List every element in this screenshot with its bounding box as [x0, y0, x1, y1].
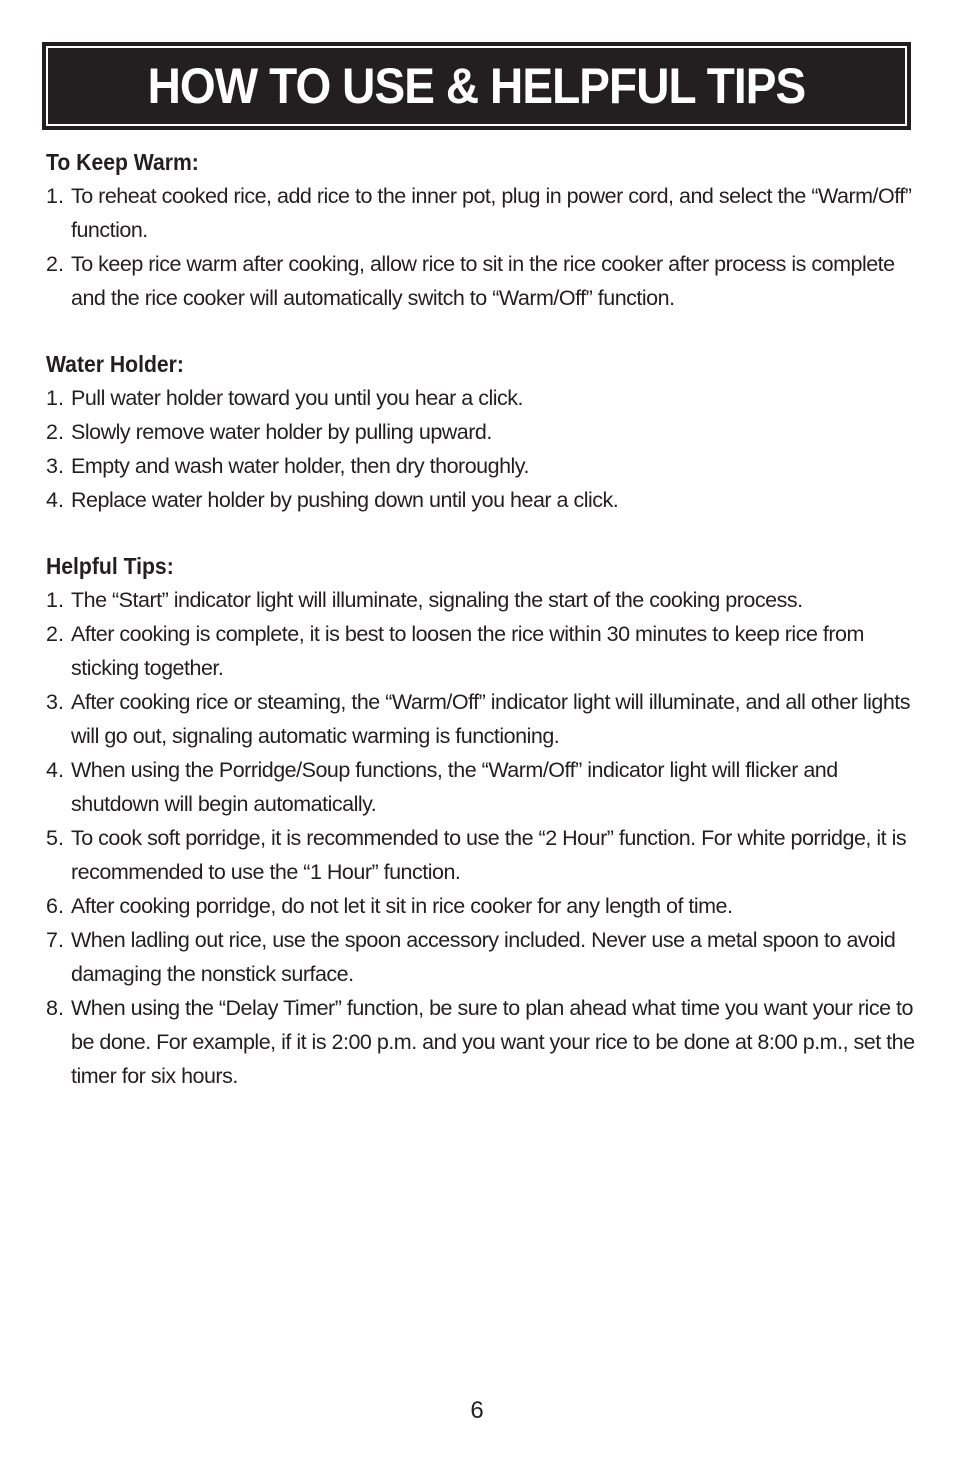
list-item [46, 381, 916, 415]
item-text: When ladling out rice, use the spoon accessory included. Never use a metal spoon to avoid damaging the nonstick surface. [71, 928, 896, 986]
page-title: HOW TO USE & HELPFUL TIPS [147, 58, 806, 114]
item-number: 4. [46, 488, 64, 512]
list-item [46, 685, 916, 753]
section-keep-warm [46, 145, 916, 315]
list-item [46, 991, 916, 1093]
list-item [46, 923, 916, 991]
page-number: 6 [470, 1397, 484, 1424]
item-text: To cook soft porridge, it is recommended to use the “2 Hour” function. For white porridge, it is recommended to use the “1 Hour” function. [71, 826, 907, 884]
item-text: After cooking rice or steaming, the “Warm/Off” indicator light will illuminate, and all other lights will go out, signaling automatic warming is functioning. [71, 690, 911, 748]
item-text: After cooking porridge, do not let it sit in rice cooker for any length of time. [71, 894, 733, 918]
section-heading: Helpful Tips: [46, 553, 174, 579]
item-number: 8. [46, 996, 64, 1020]
list-item [46, 821, 916, 889]
item-list [46, 583, 916, 1093]
list-item [46, 753, 916, 821]
item-number: 4. [46, 758, 64, 782]
item-text: Empty and wash water holder, then dry thoroughly. [71, 454, 529, 478]
item-number: 7. [46, 928, 64, 952]
item-text: When using the “Delay Timer” function, be sure to plan ahead what time you want your rice to be done. For example, if it is 2:00 p.m. and you want your rice to be done at 8:00 p.m., set the timer for six hours. [71, 996, 915, 1088]
list-item [46, 483, 916, 517]
item-number: 3. [46, 454, 64, 478]
item-text: Replace water holder by pushing down until you hear a click. [71, 488, 619, 512]
section-heading: Water Holder: [46, 351, 184, 377]
item-text: To reheat cooked rice, add rice to the inner pot, plug in power cord, and select the “Warm/Off” function. [71, 184, 912, 242]
section-water-holder [46, 347, 916, 517]
item-text: Pull water holder toward you until you hear a click. [71, 386, 524, 410]
title-banner [42, 42, 911, 130]
list-item [46, 415, 916, 449]
content [46, 145, 916, 1125]
list-item [46, 247, 916, 315]
section-heading: To Keep Warm: [46, 149, 199, 175]
item-number: 1. [46, 386, 64, 410]
item-number: 6. [46, 894, 64, 918]
item-text: Slowly remove water holder by pulling upward. [71, 420, 492, 444]
item-number: 2. [46, 622, 64, 646]
list-item [46, 889, 916, 923]
item-text: The “Start” indicator light will illuminate, signaling the start of the cooking process. [71, 588, 803, 612]
item-number: 3. [46, 690, 64, 714]
list-item [46, 617, 916, 685]
item-number: 1. [46, 184, 64, 208]
list-item [46, 179, 916, 247]
item-number: 2. [46, 252, 64, 276]
item-number: 1. [46, 588, 64, 612]
item-text: To keep rice warm after cooking, allow rice to sit in the rice cooker after process is complete and the rice cooker will automatically switch to “Warm/Off” function. [71, 252, 895, 310]
title-frame [46, 46, 907, 126]
section-helpful-tips [46, 549, 916, 1093]
item-number: 5. [46, 826, 64, 850]
item-list [46, 381, 916, 517]
item-number: 2. [46, 420, 64, 444]
item-text: When using the Porridge/Soup functions, the “Warm/Off” indicator light will flicker and shutdown will begin automatically. [71, 758, 838, 816]
item-list [46, 179, 916, 315]
item-text: After cooking is complete, it is best to loosen the rice within 30 minutes to keep rice from sticking together. [71, 622, 864, 680]
list-item [46, 449, 916, 483]
list-item [46, 583, 916, 617]
